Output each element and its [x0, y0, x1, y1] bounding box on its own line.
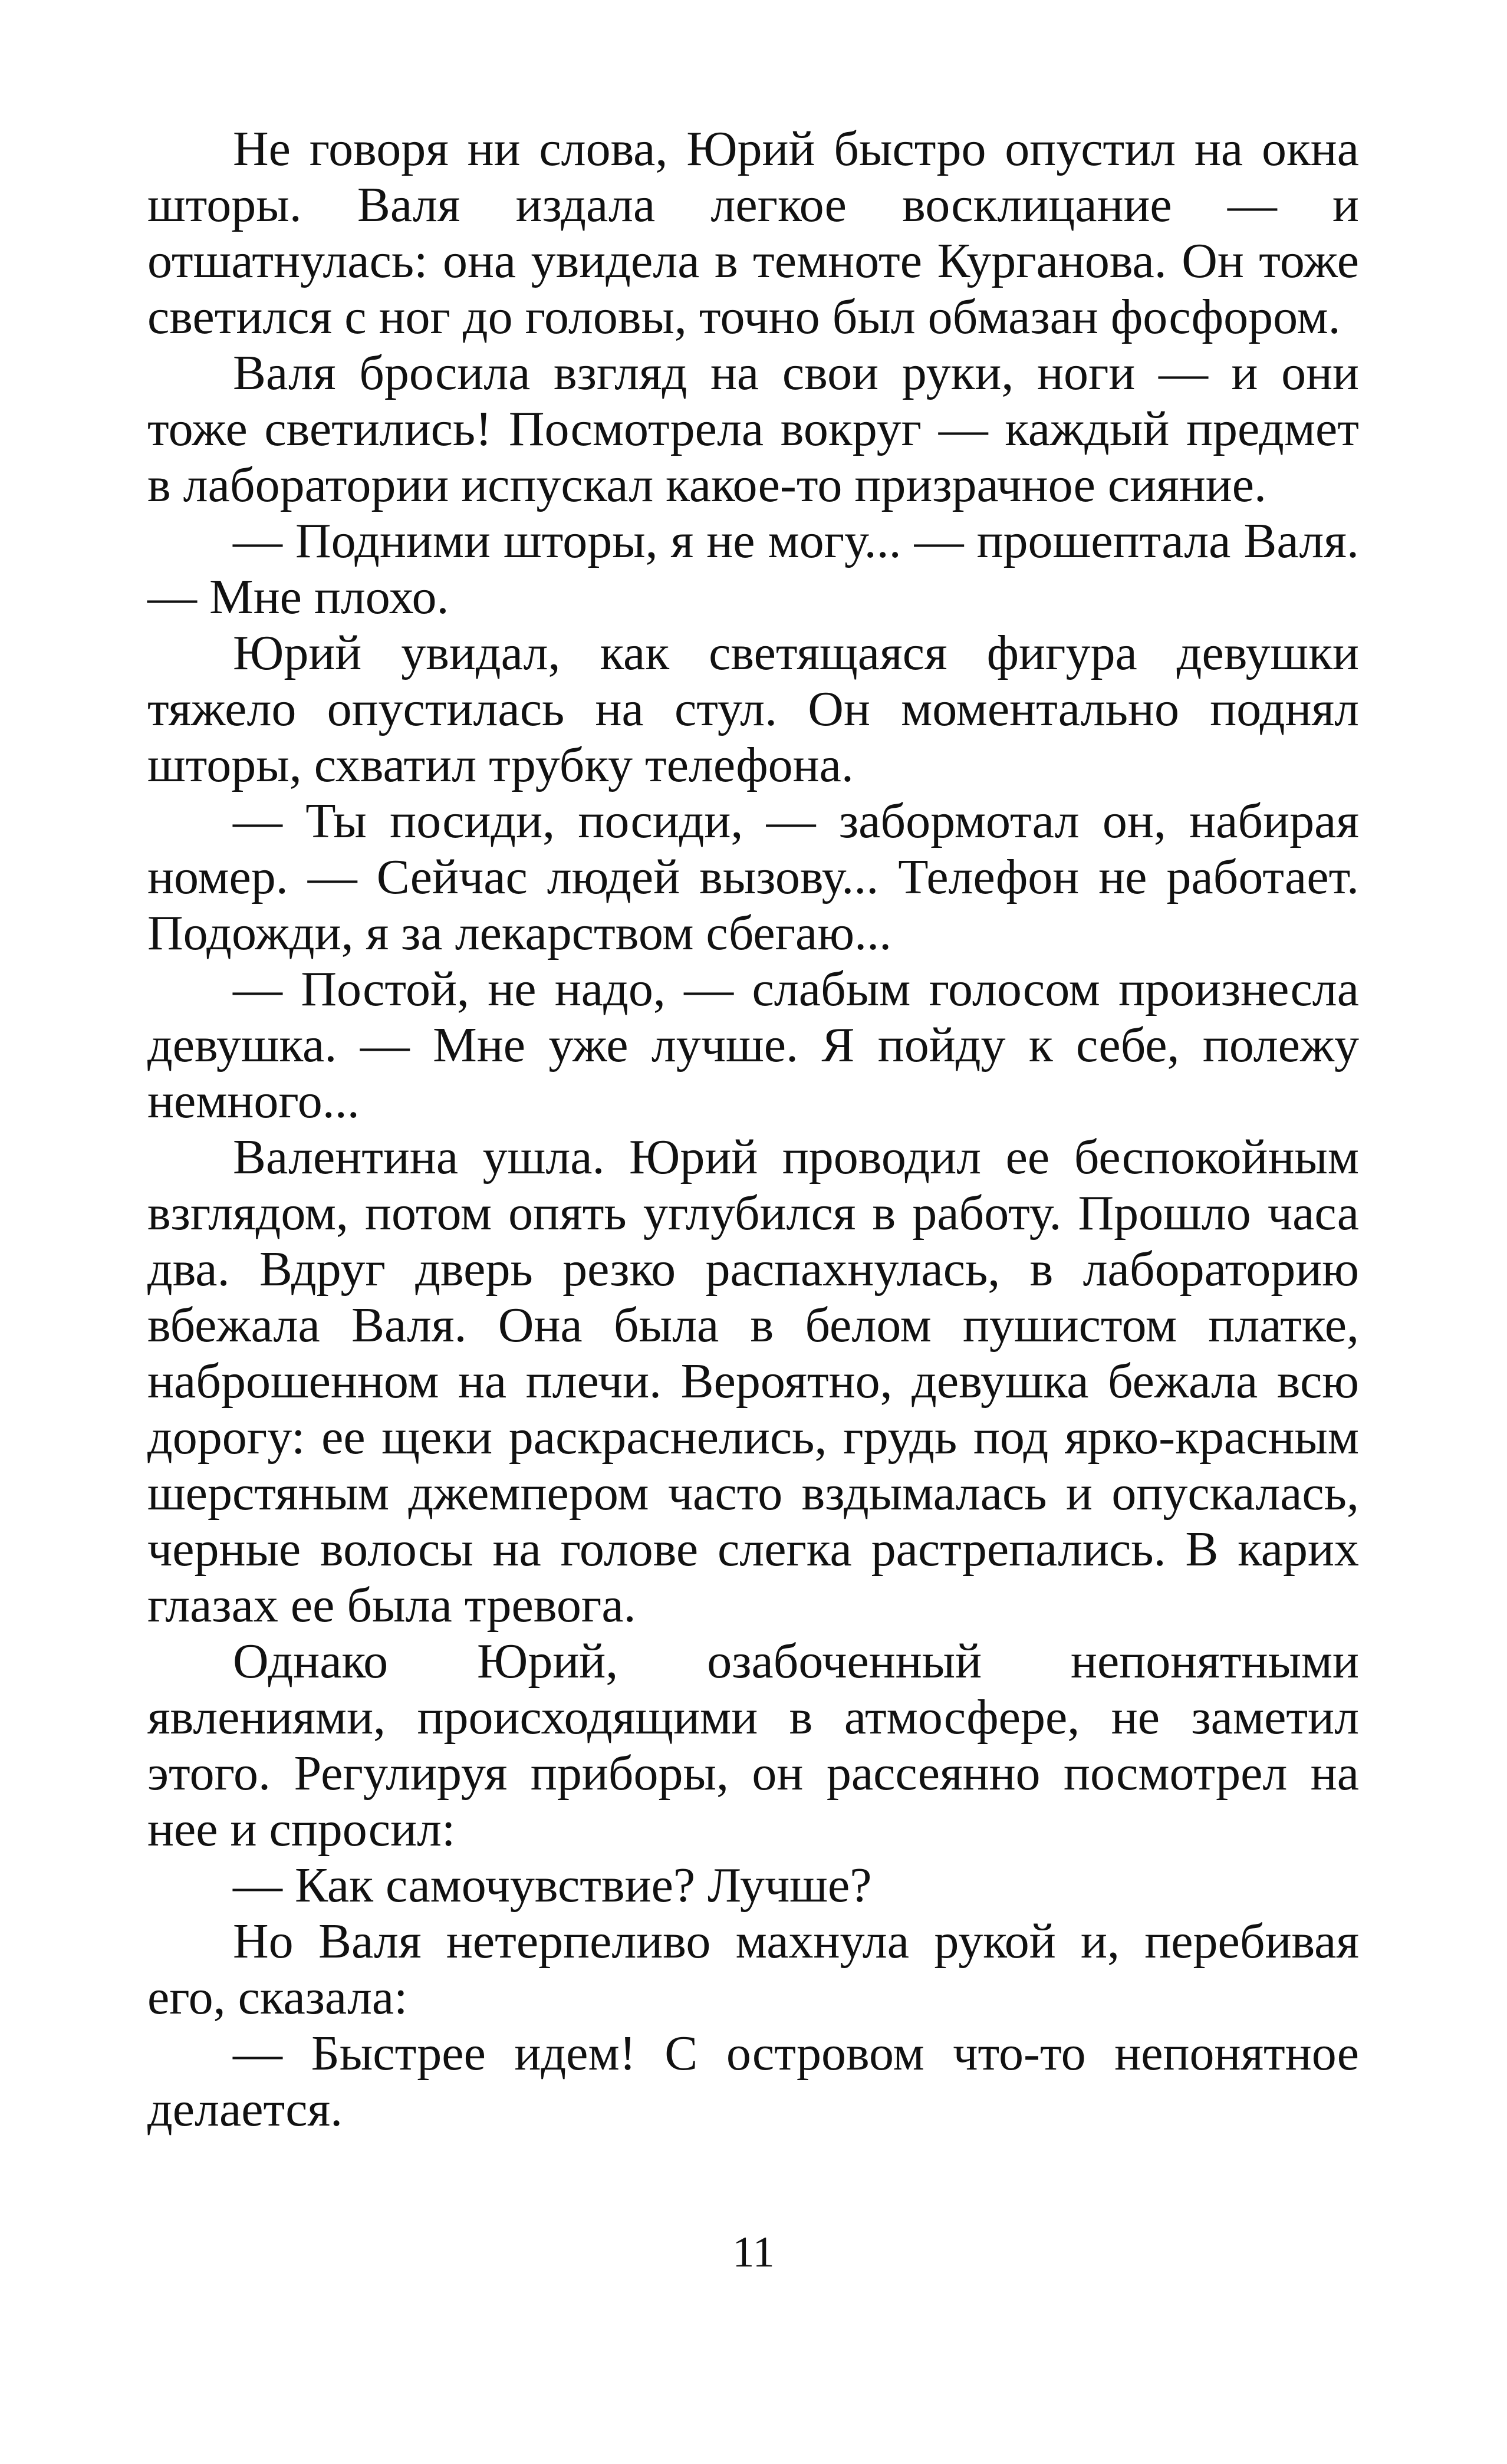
- paragraph: Юрий увидал, как светящаяся фигура девушки тяжело опустилась на стул. Он моментально поднял шторы, схватил трубку телефона.: [147, 626, 1359, 792]
- dialogue-paragraph: — Как самочувствие? Лучше?: [233, 1858, 872, 1913]
- paragraph: Однако Юрий, озабоченный непонятными явлениями, происходящими в атмосфере, не заметил этого. Регулируя приборы, он рассеянно посмотрел на нее и спросил:: [147, 1634, 1359, 1857]
- page-number: 11: [732, 2228, 775, 2277]
- paragraph: Не говоря ни слова, Юрий быстро опустил на окна шторы. Валя издала легкое восклицание — и отшатнулась: она увидела в темноте Курганова. Он тоже светился с ног до головы, точно был обмазан фосфором.: [147, 121, 1359, 344]
- paragraph: Валентина ушла. Юрий проводил ее беспокойным взглядом, потом опять углубился в работу. Прошло часа два. Вдруг дверь резко распахнулась, в лабораторию вбежала Валя. Она была в белом пушистом платке, наброшенном на плечи. Вероятно, девушка бежала всю дорогу: ее щеки раскраснелись, грудь под ярко-красным шерстяным джемпером часто вздымалась и опускалась, черные волосы на голове слегка растрепались. В карих глазах ее была тревога.: [147, 1130, 1359, 1633]
- dialogue-paragraph: — Быстрее идем! С островом что-то непонятное делается.: [147, 2026, 1359, 2137]
- paragraph: Но Валя нетерпеливо махнула рукой и, перебивая его, сказала:: [147, 1914, 1359, 2025]
- book-page-body: [147, 121, 1359, 2137]
- paragraph: Валя бросила взгляд на свои руки, ноги — и они тоже светились! Посмотрела вокруг — каждый предмет в лаборатории испускал какое-то призрачное сияние.: [147, 346, 1359, 512]
- dialogue-paragraph: — Подними шторы, я не могу... — прошептала Валя. — Мне плохо.: [147, 514, 1359, 624]
- dialogue-paragraph: — Постой, не надо, — слабым голосом произнесла девушка. — Мне уже лучше. Я пойду к себе, полежу немного...: [147, 962, 1359, 1129]
- dialogue-paragraph: — Ты посиди, посиди, — забормотал он, набирая номер. — Сейчас людей вызову... Телефон не работает. Подожди, я за лекарством сбегаю...: [147, 794, 1359, 960]
